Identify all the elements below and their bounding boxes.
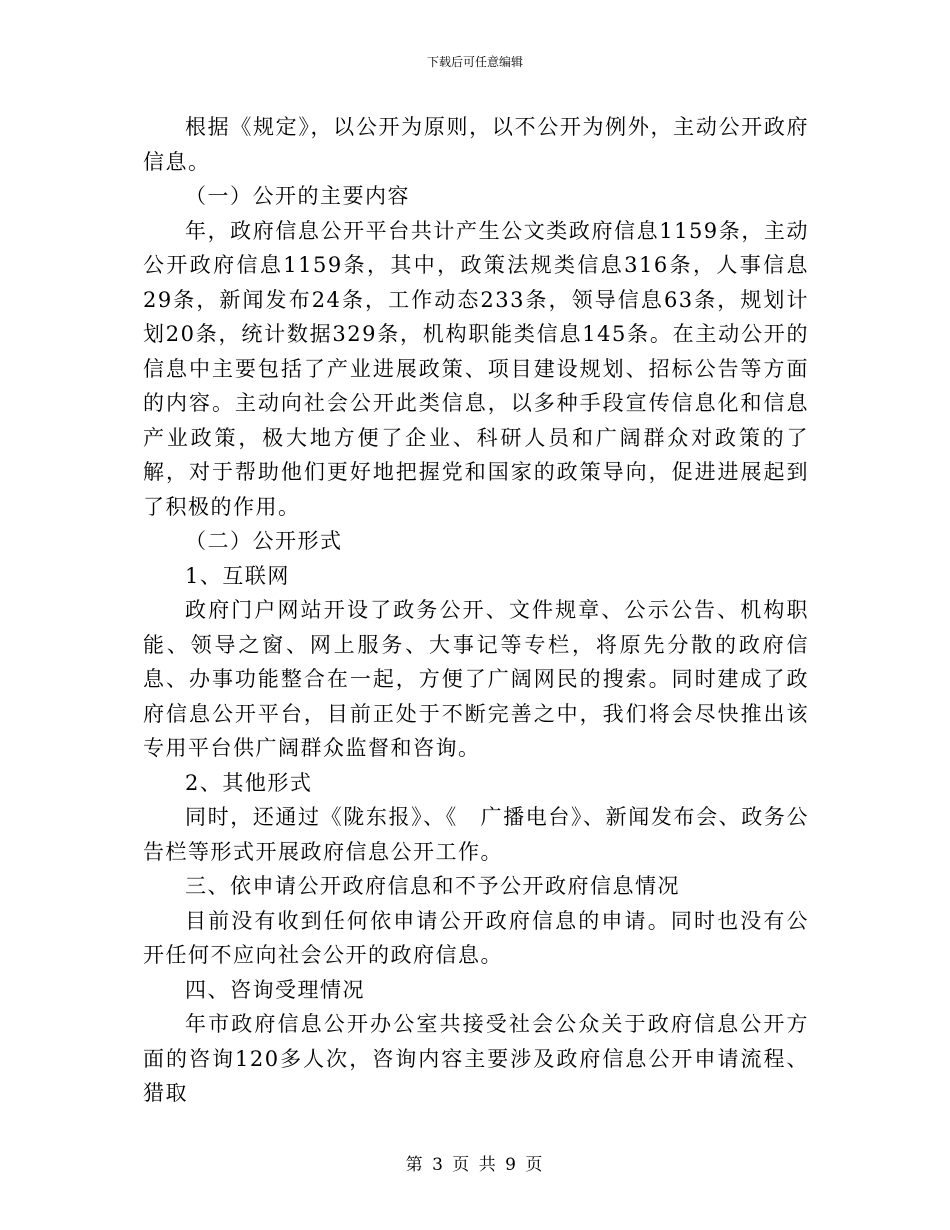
page-header: 下载后可任意编辑 (426, 55, 523, 69)
heading-consultation: 四、咨询受理情况 (185, 977, 365, 1002)
heading-main-content: （一）公开的主要内容 (185, 184, 410, 208)
paragraph-no-applications: 目前没有收到任何依申请公开政府信息的申请。同时也没有公开任何不应向社会公开的政府信息。 (143, 908, 809, 967)
heading-other-forms: 2、其他形式 (185, 770, 313, 795)
paragraph-other-channels: 同时，还通过《陇东报》、《 广播电台》、新闻发布会、政务公告栏等形式开展政府信息公开工作。 (143, 805, 809, 864)
heading-disclosure-forms: （二）公开形式 (185, 529, 343, 553)
paragraph-statistics: 年，政府信息公开平台共计产生公文类政府信息1159条，主动公开政府信息1159条，其中，政策法规类信息316条，人事信息29条，新闻发布24条，工作动态233条，领导信息63条，规划计划20条，统计数据329条，机构职能类信息145条。在主动公开的信息中主要包括了产业进展政策、项目建设规划、招标公告等方面的内容。主动向社会公开此类信息，以多种手段宣传信息化和信息产业政策，极大地方便了企业、科研人员和广阔群众对政策的了解，对于帮助他们更好地把握党和国家的政策导向，促进进展起到了积极的作用。 (143, 218, 809, 519)
page-footer: 第 3 页 共 9 页 (405, 1155, 545, 1175)
paragraph-portal-website: 政府门户网站开设了政务公开、文件规章、公示公告、机构职能、领导之窗、网上服务、大事记等专栏，将原先分散的政府信息、办事功能整合在一起，方便了广阔网民的搜索。同时建成了政府信息公开平台，目前正处于不断完善之中，我们将会尽快推出该专用平台供广阔群众监督和咨询。 (143, 598, 809, 760)
heading-application-disclosure: 三、依申请公开政府信息和不予公开政府信息情况 (185, 874, 680, 898)
document-body (143, 110, 809, 1111)
paragraph-principle: 根据《规定》，以公开为原则，以不公开为例外，主动公开政府信息。 (143, 115, 809, 174)
paragraph-consultation-count: 年市政府信息公开办公室共接受社会公众关于政府信息公开方面的咨询120多人次，咨询内容主要涉及政府信息公开申请流程、猎取 (143, 1012, 809, 1105)
heading-internet: 1、互联网 (185, 563, 290, 588)
